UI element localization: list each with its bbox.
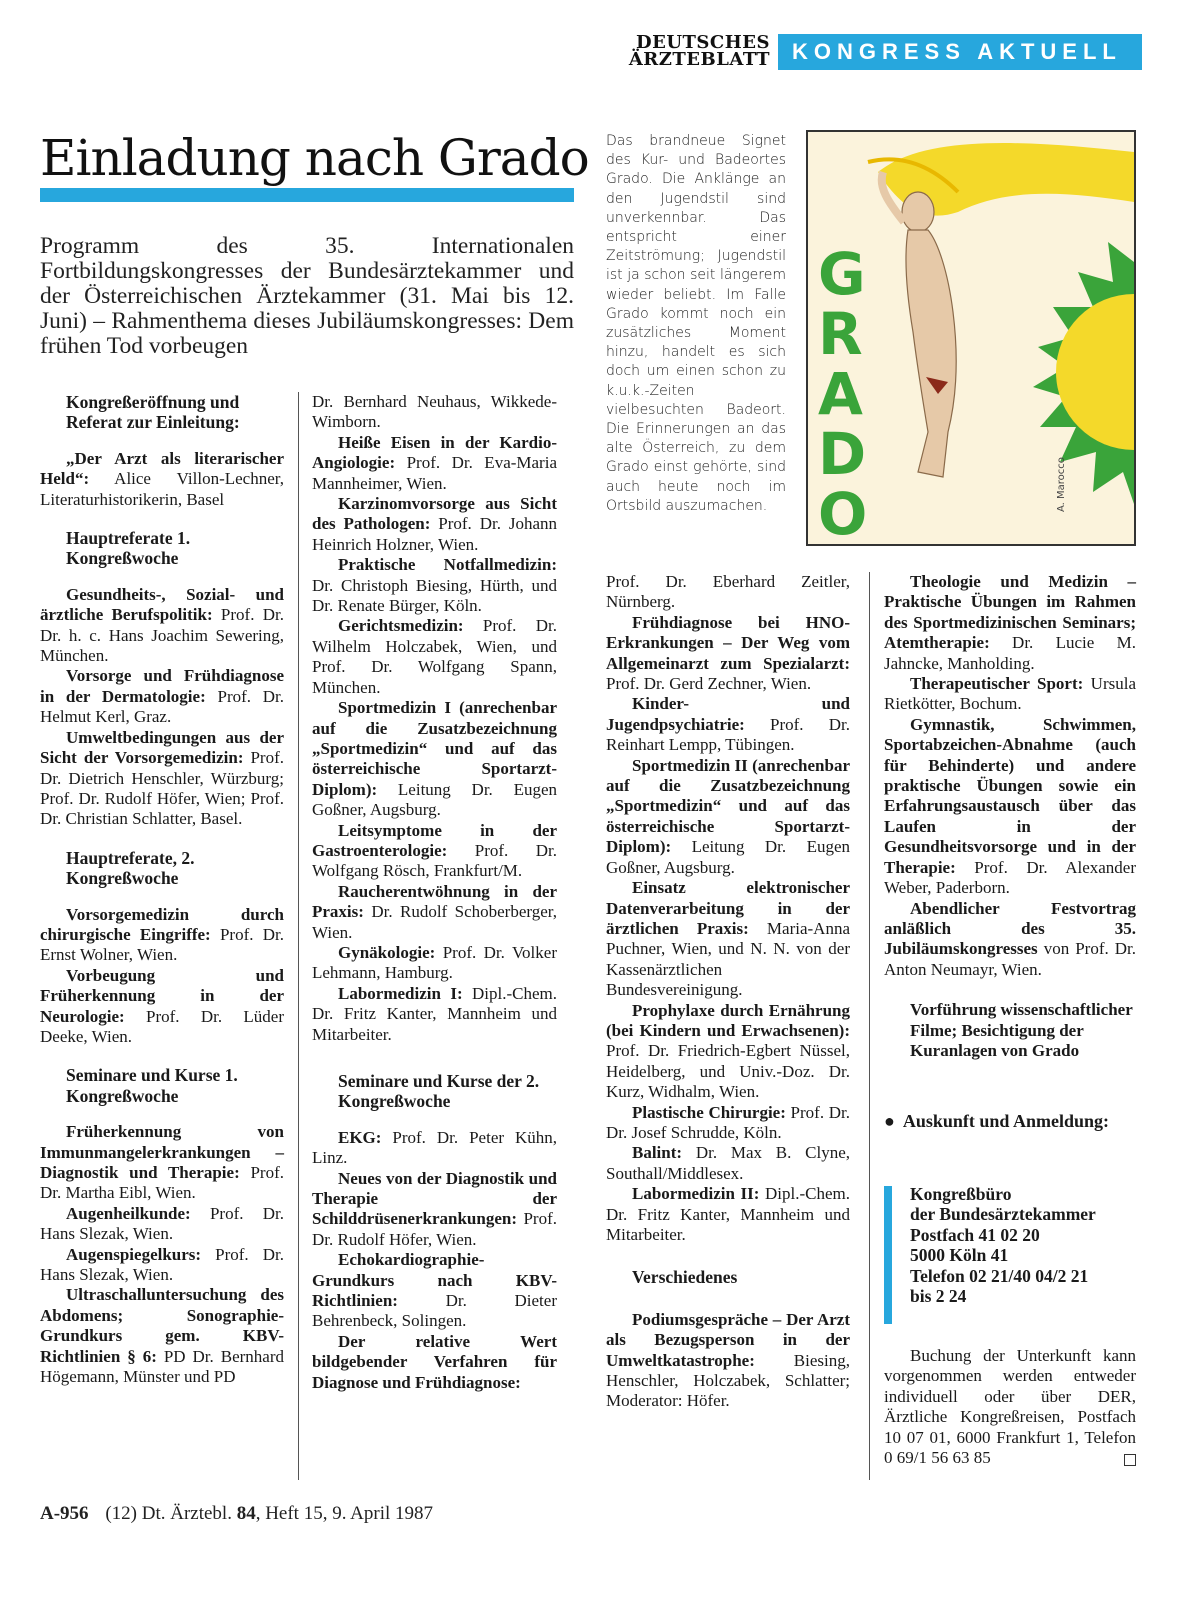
section-heading: Seminare und Kurse der 2. Kongreßwoche bbox=[338, 1071, 540, 1112]
bullet-icon: ● bbox=[884, 1111, 895, 1132]
address-line: bis 2 24 bbox=[910, 1286, 967, 1307]
column-4 bbox=[884, 572, 1136, 1132]
program-item: „Der Arzt als literarischer Held“: Alice Villon-Lechner, Literaturhistorikerin, Basel bbox=[40, 448, 284, 509]
address-line: Telefon 02 21/40 04/2 21 bbox=[910, 1265, 1089, 1286]
program-item: Umweltbedingungen aus der Sicht der Vorsorgemedizin: Prof. Dr. Dietrich Henschler, Würzburg; Prof. Dr. Rudolf Höfer, Wien; Prof. Dr. Christian Schlatter, Basel. bbox=[40, 727, 284, 829]
grado-letters bbox=[818, 240, 867, 544]
page-footer bbox=[40, 1503, 433, 1525]
citation: (12) Dt. Ärztebl. 84, Heft 15, 9. April 1987 bbox=[105, 1503, 434, 1524]
program-item: Praktische Notfallmedizin: Dr. Christoph Biesing, Hürth, und Dr. Renate Bürger, Köln. bbox=[312, 555, 557, 616]
grado-poster bbox=[806, 130, 1136, 546]
section-heading: Seminare und Kurse 1. Kongreßwoche bbox=[66, 1065, 238, 1106]
program-item: Ultraschalluntersuchung des Abdomens; Sonographie-Grundkurs gem. KBV-Richtlinien § 6: PD Dr. Bernhard Högemann, Münster und PD bbox=[40, 1285, 284, 1387]
section-heading: Hauptreferate 1. Kongreßwoche bbox=[66, 528, 191, 569]
program-item: Echokardiographie-Grundkurs nach KBV-Richtlinien: Dr. Dieter Behrenbeck, Solingen. bbox=[312, 1250, 557, 1331]
letter-g: G bbox=[818, 240, 866, 308]
program-item: Sportmedizin II (anrechenbar auf die Zusatzbezeichnung „Sportmedizin“ und auf das österreichische Sportarzt-Diplom): Leitung Dr. Eugen Goßner, Augsburg. bbox=[606, 755, 850, 877]
column-rule bbox=[869, 572, 870, 1480]
article-title: Einladung nach Grado bbox=[40, 129, 589, 187]
program-item: Prophylaxe durch Ernährung (bei Kindern und Erwachsenen): Prof. Dr. Friedrich-Egbert Nüssel, Heidelberg, und Univ.-Doz. Dr. Kurz, Widhalm, Wien. bbox=[606, 1000, 850, 1102]
program-item: Frühdiagnose bei HNO-Erkrankungen – Der Weg vom Allgemeinarzt zum Spezialarzt: Prof. Dr. Gerd Zechner, Wien. bbox=[606, 612, 850, 694]
title-underline-bar bbox=[40, 188, 574, 202]
address-line: der Bundesärztekammer bbox=[910, 1204, 1096, 1225]
grado-poster-illustration bbox=[808, 132, 1134, 544]
program-item: Gynäkologie: Prof. Dr. Volker Lehmann, Hamburg. bbox=[312, 942, 557, 983]
address-line: Postfach 41 02 20 bbox=[910, 1224, 1040, 1245]
program-item: Kinder- und Jugendpsychiatrie: Prof. Dr. Reinhart Lempp, Tübingen. bbox=[606, 694, 850, 755]
program-item-continued: Prof. Dr. Eberhard Zeitler, Nürnberg. bbox=[606, 572, 850, 612]
program-item: Podiumsgespräche – Der Arzt als Bezugsperson in der Umweltkatastrophe: Biesing, Henschler, Holczabek, Schlatter; Moderator: Höfer. bbox=[606, 1309, 850, 1411]
masthead-line2: ÄRZTEBLATT bbox=[628, 49, 770, 70]
program-item: Vorsorge und Frühdiagnose in der Dermatologie: Prof. Dr. Helmut Kerl, Graz. bbox=[40, 666, 285, 727]
program-item: Therapeutischer Sport: Ursula Rietkötter, Bochum. bbox=[884, 674, 1137, 714]
letter-o: O bbox=[818, 480, 868, 544]
letter-d: D bbox=[818, 420, 867, 488]
program-item: Gesundheits-, Sozial- und ärztliche Berufspolitik: Prof. Dr. Dr. h. c. Hans Joachim Sewering, München. bbox=[40, 584, 284, 666]
program-item: Gymnastik, Schwimmen, Sportabzeichen-Abnahme (auch für Behinderte) und andere praktische Übungen sowie ein Erfahrungsaustausch über das Laufen in der Gesundheitsvorsorge und in der Therapie: Prof. Dr. Alexander Weber, Paderborn. bbox=[884, 714, 1136, 898]
program-item: Abendlicher Festvortrag anläßlich des 35. Jubiläumskongresses von Prof. Dr. Anton Neumayr, Wien. bbox=[884, 898, 1136, 979]
program-item: Vorsorgemedizin durch chirurgische Eingriffe: Prof. Dr. Ernst Wolner, Wien. bbox=[40, 904, 284, 965]
column-2 bbox=[312, 392, 557, 1393]
section-heading: Hauptreferate, 2. Kongreßwoche bbox=[66, 847, 195, 889]
masthead-logo bbox=[600, 34, 770, 68]
end-of-article-mark bbox=[1124, 1454, 1136, 1466]
letter-a: A bbox=[818, 360, 863, 428]
program-item: Theologie und Medizin – Praktische Übungen im Rahmen des Sportmedizinischen Seminars; Atemtherapie: Dr. Lucie M. Jahncke, Manholding. bbox=[884, 572, 1136, 673]
address-line: Kongreßbüro bbox=[910, 1184, 1012, 1204]
page-number: A-956 bbox=[40, 1503, 89, 1524]
article-subtitle: Programm des 35. Internationalen Fortbildungskongresses der Bundesärztekammer und der Österreichischen Ärztekammer (31. Mai bis 12. Juni) – Rahmenthema dieses Jubiläumskongresses: Dem frühen Tod vorbeugen bbox=[40, 233, 574, 359]
column-rule bbox=[298, 392, 299, 1480]
program-item: Augenspiegelkurs: Prof. Dr. Hans Slezak, Wien. bbox=[40, 1244, 284, 1285]
program-item: EKG: Prof. Dr. Peter Kühn, Linz. bbox=[312, 1127, 557, 1168]
program-item: Heiße Eisen in der Kardio-Angiologie: Prof. Dr. Eva-Maria Mannheimer, Wien. bbox=[312, 432, 557, 493]
program-item: Sportmedizin I (anrechenbar auf die Zusatzbezeichnung „Sportmedizin“ und auf das österreichische Sportarzt-Diplom): Leitung Dr. Eugen Goßner, Augsburg. bbox=[312, 698, 557, 820]
section-heading: Kongreßeröffnung und Referat zur Einleitung: bbox=[66, 392, 240, 433]
program-item-continued: Dr. Bernhard Neuhaus, Wikkede-Wimborn. bbox=[312, 392, 557, 432]
program-item: Vorbeugung und Früherkennung in der Neurologie: Prof. Dr. Lüder Deeke, Wien. bbox=[40, 965, 284, 1046]
address-accent-bar bbox=[884, 1186, 892, 1324]
info-heading: ● Auskunft und Anmeldung: bbox=[884, 1111, 1109, 1132]
section-badge: KONGRESS AKTUELL bbox=[778, 34, 1142, 70]
program-item: Früherkennung von Immunmangelerkrankungen – Diagnostik und Therapie: Prof. Dr. Martha Eibl, Wien. bbox=[40, 1122, 285, 1203]
poster-signature: A. Marocco bbox=[1056, 457, 1067, 512]
section-heading: Verschiedenes bbox=[632, 1267, 738, 1288]
program-item: Raucherentwöhnung in der Praxis: Dr. Rudolf Schoberberger, Wien. bbox=[312, 881, 557, 942]
program-item: Labormedizin I: Dipl.-Chem. Dr. Fritz Kanter, Mannheim und Mitarbeiter. bbox=[312, 983, 557, 1044]
program-item: Gerichtsmedizin: Prof. Dr. Wilhelm Holczabek, Wien, und Prof. Dr. Wolfgang Spann, München. bbox=[312, 616, 557, 697]
program-item: Augenheilkunde: Prof. Dr. Hans Slezak, Wien. bbox=[40, 1203, 284, 1244]
program-item: Balint: Dr. Max B. Clyne, Southall/Middlesex. bbox=[606, 1143, 850, 1183]
program-item: Der relative Wert bildgebender Verfahren für Diagnose und Frühdiagnose: bbox=[312, 1331, 557, 1392]
column-3 bbox=[606, 572, 850, 1412]
contact-address bbox=[910, 1184, 1136, 1306]
poster-caption: Das brandneue Signet des Kur- und Badeortes Grado. Die Anklänge an den Jugendstil sind unverkennbar. Das entspricht einer Zeitströmung; Jugendstil ist ja schon seit längerem wieder beliebt. Im Falle Grado kommt noch ein zusätzliches Moment hinzu, handelt es sich doch um einen schon zu k.u.k.-Zeiten vielbesuchten Badeort. Die Erinnerungen an das alte Österreich, zu dem Grado einst gehörte, sind auch heute noch im Ortsbild auszumachen. bbox=[606, 133, 786, 514]
column-1 bbox=[40, 392, 284, 1387]
address-line: 5000 Köln 41 bbox=[910, 1245, 1009, 1266]
films-note: Vorführung wissenschaftlicher Filme; Besichtigung der Kuranlagen von Grado bbox=[910, 1000, 1133, 1060]
program-item: Plastische Chirurgie: Prof. Dr. Dr. Josef Schrudde, Köln. bbox=[606, 1102, 850, 1142]
booking-note: Buchung der Unterkunft kann vorgenommen werden entweder individuell oder über DER, Ärztliche Kongreßreisen, Postfach 10 07 01, 6000 Frankfurt 1, Telefon 0 69/1 56 63 85 bbox=[884, 1346, 1136, 1468]
program-item: Labormedizin II: Dipl.-Chem. Dr. Fritz Kanter, Mannheim und Mitarbeiter. bbox=[606, 1184, 850, 1244]
program-item: Leitsymptome in der Gastroenterologie: Prof. Dr. Wolfgang Rösch, Frankfurt/M. bbox=[312, 820, 557, 881]
letter-r: R bbox=[818, 300, 863, 368]
program-item: Neues von der Diagnostik und Therapie der Schilddrüsenerkrankungen: Prof. Dr. Rudolf Höfer, Wien. bbox=[312, 1168, 557, 1249]
program-item: Einsatz elektronischer Datenverarbeitung in der ärztlichen Praxis: Maria-Anna Puchner, Wien, und N. N. von der Kassenärztlichen Bundesvereinigung. bbox=[606, 878, 850, 1000]
masthead-line1: DEUTSCHES bbox=[636, 32, 770, 53]
program-item: Karzinomvorsorge aus Sicht des Pathologen: Prof. Dr. Johann Heinrich Holzner, Wien. bbox=[312, 494, 557, 554]
